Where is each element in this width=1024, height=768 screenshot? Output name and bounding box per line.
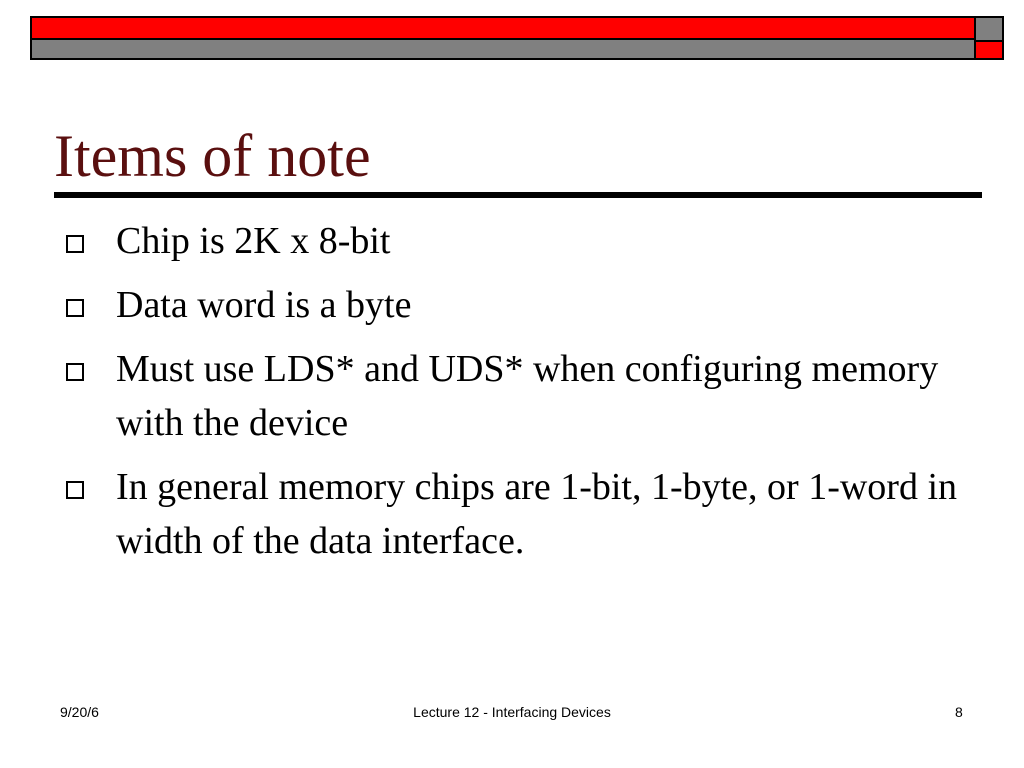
header-gray-square [976, 16, 1004, 42]
hollow-square-icon [66, 481, 84, 499]
bullet-item [64, 214, 964, 268]
footer-date: 9/20/6 [60, 704, 99, 720]
footer-title: Lecture 12 - Interfacing Devices [413, 704, 611, 720]
header-gray-bar [30, 40, 976, 60]
bullet-text: Chip is 2K x 8-bit [116, 220, 391, 262]
bullet-item [64, 460, 964, 568]
page-number: 8 [955, 704, 963, 720]
slide-title: Items of note [54, 123, 371, 189]
bullet-text: Data word is a byte [116, 284, 412, 326]
hollow-square-icon [66, 235, 84, 253]
hollow-square-icon [66, 299, 84, 317]
bullet-item [64, 278, 964, 332]
header-red-bar [30, 16, 976, 40]
title-underline [54, 192, 982, 198]
header-red-square [976, 42, 1004, 60]
bullet-text: Must use LDS* and UDS* when configuring memory with the device [116, 348, 939, 444]
bullet-text: In general memory chips are 1-bit, 1-byte, or 1-word in width of the data interface. [116, 466, 958, 562]
hollow-square-icon [66, 363, 84, 381]
bullet-item [64, 342, 964, 450]
bullet-list [64, 214, 964, 578]
